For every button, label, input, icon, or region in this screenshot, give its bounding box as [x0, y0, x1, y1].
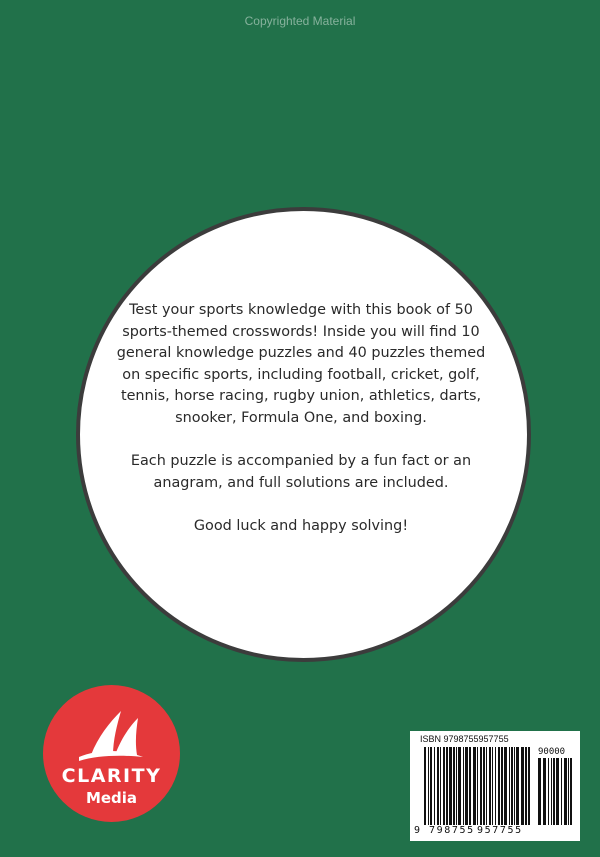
barcode-bar	[538, 758, 541, 825]
barcode-bar	[440, 747, 441, 825]
barcode-bar	[551, 758, 552, 825]
barcode-bar	[543, 758, 546, 825]
barcode-bar	[514, 747, 515, 825]
barcode-bar	[486, 747, 487, 825]
publisher-logo	[43, 685, 180, 822]
barcode-bar	[463, 747, 464, 825]
barcode-bars	[424, 747, 532, 827]
addon-barcode-bars	[538, 758, 574, 827]
barcode-bar	[453, 747, 455, 825]
isbn-label: ISBN 9798755957755	[420, 734, 509, 744]
price-code: 90000	[538, 747, 566, 757]
barcode-bar	[492, 747, 493, 825]
barcode-bar	[430, 747, 432, 825]
barcode-bar	[489, 747, 491, 825]
barcode-bar	[553, 758, 555, 825]
barcode-bar	[446, 747, 448, 825]
barcode-bar	[473, 747, 476, 825]
barcode-bar	[428, 747, 429, 825]
barcode-bar	[465, 747, 468, 825]
barcode-bar	[469, 747, 471, 825]
barcode-bar	[561, 758, 562, 825]
barcode-bar	[483, 747, 485, 825]
barcode-bar	[509, 747, 510, 825]
barcode-bar	[548, 758, 549, 825]
copyright-watermark: Copyrighted Material	[244, 14, 356, 28]
barcode-left-digits: 798755	[429, 825, 475, 836]
barcode-bar	[437, 747, 439, 825]
barcode-bar	[568, 758, 569, 825]
barcode-bar	[501, 747, 503, 825]
barcode-bar	[449, 747, 452, 825]
description-paragraph-1: Test your sports knowledge with this book of 50 sports-themed crosswords! Inside you will find 10 general knowledge puzzles and 40 puzzles themed on specific sports, including football, cricket, golf, tennis, horse racing, rugby union, athletics, darts, snooker, Formula One, and boxing.	[116, 302, 486, 426]
barcode-bar	[525, 747, 527, 825]
isbn-barcode	[410, 731, 580, 841]
barcode-bar	[516, 747, 519, 825]
barcode-bar	[458, 747, 461, 825]
barcode-bar	[434, 747, 435, 825]
barcode-right-digits: 957755	[477, 825, 523, 836]
description-paragraph-3: Good luck and happy solving!	[193, 517, 409, 534]
barcode-bar	[456, 747, 457, 825]
barcode-bar	[570, 758, 572, 825]
barcode-bar	[480, 747, 482, 825]
barcode-bar	[443, 747, 445, 825]
barcode-bar	[504, 747, 507, 825]
barcode-lead-digit: 9	[414, 825, 421, 836]
logo-subtitle: Media	[85, 789, 138, 807]
barcode-bar	[564, 758, 567, 825]
barcode-bar	[477, 747, 478, 825]
barcode-bar	[528, 747, 530, 825]
barcode-bar	[424, 747, 426, 825]
barcode-bar	[521, 747, 524, 825]
logo-name: CLARITY	[61, 765, 162, 787]
description-paragraph-2: Each puzzle is accompanied by a fun fact or an anagram, and full solutions are included.	[130, 453, 472, 491]
barcode-bar	[511, 747, 513, 825]
barcode-bar	[556, 758, 559, 825]
barcode-bar	[495, 747, 496, 825]
barcode-bar	[498, 747, 500, 825]
book-description	[116, 300, 486, 559]
